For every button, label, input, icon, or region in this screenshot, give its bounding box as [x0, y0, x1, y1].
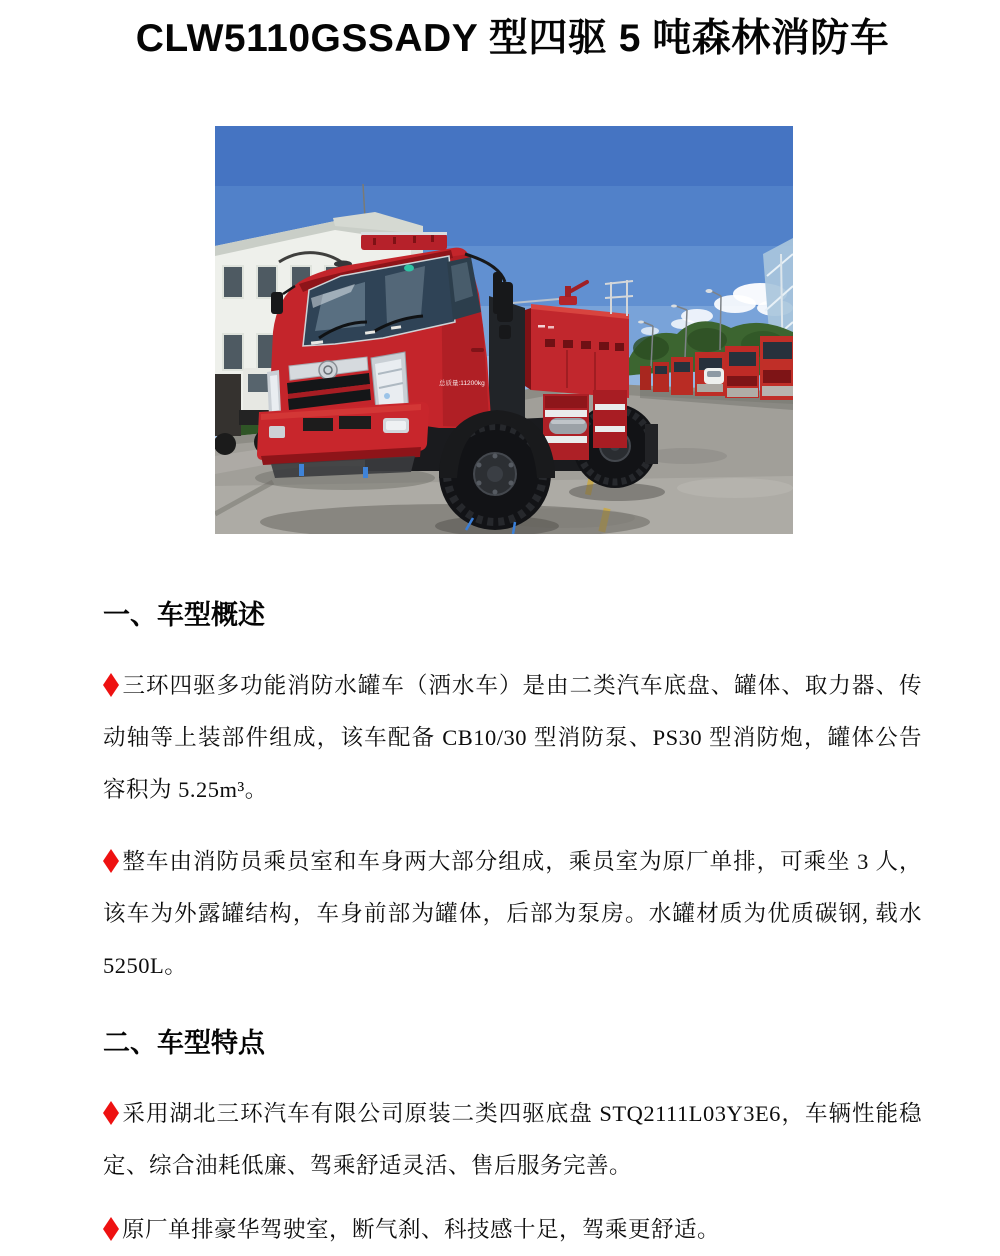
door-marking-text: 总质量:11200kg: [439, 380, 485, 387]
dark-truck: [215, 374, 241, 436]
section-heading-features: 二、车型特点: [103, 1028, 265, 1058]
front-bumper: [257, 402, 429, 478]
paragraph-text: 整车由消防员乘员室和车身两大部分组成，乘员室为原厂单排，可乘坐 3 人，该车为外露罐结构，车身前部为罐体，后部为泵房。水罐材质为优质碳钢, 载水 5250L。: [103, 849, 922, 978]
paragraph-text: 原厂单排豪华驾驶室，断气刹、科技感十足，驾乘更舒适。: [122, 1217, 721, 1242]
door-handle: [471, 348, 484, 352]
paragraph-text: 三环四驱多功能消防水罐车（洒水车）是由二类汽车底盘、罐体、取力器、传动轴等上装部件组成，该车配备 CB10/30 型消防泵、PS30 型消防炮，罐体公告容积为 5.25m³。: [103, 673, 922, 802]
truck-photo-canvas: [215, 126, 793, 534]
body-paragraph: [103, 1088, 922, 1192]
diamond-bullet-icon: [103, 1217, 119, 1241]
water-tank: [525, 304, 629, 398]
paragraph-text: 采用湖北三环汽车有限公司原装二类四驱底盘 STQ2111L03Y3E6，车辆性能稳定、综合油耗低廉、驾乘舒适灵活、售后服务完善。: [103, 1101, 922, 1178]
brand-emblem: [319, 361, 337, 379]
body-paragraph: [103, 660, 922, 816]
windshield-sticker: [404, 265, 414, 272]
section-features: [103, 1026, 922, 1256]
section-heading-overview: 一、车型概述: [103, 600, 265, 630]
rear-mudflap: [645, 424, 658, 464]
tow-hook-tape: [299, 464, 304, 476]
truck-photo: [215, 126, 793, 534]
fog-lamp-left: [269, 426, 285, 438]
page-title: CLW5110GSSADY 型四驱 5 吨森林消防车: [135, 17, 890, 60]
body-paragraph: [103, 836, 922, 992]
body-paragraph: [103, 1204, 922, 1256]
diamond-bullet-icon: [103, 1101, 119, 1125]
white-car: [704, 368, 724, 384]
section-overview: [103, 598, 922, 992]
diamond-bullet-icon: [103, 673, 119, 697]
left-mirror: [271, 292, 283, 314]
diamond-bullet-icon: [103, 849, 119, 873]
